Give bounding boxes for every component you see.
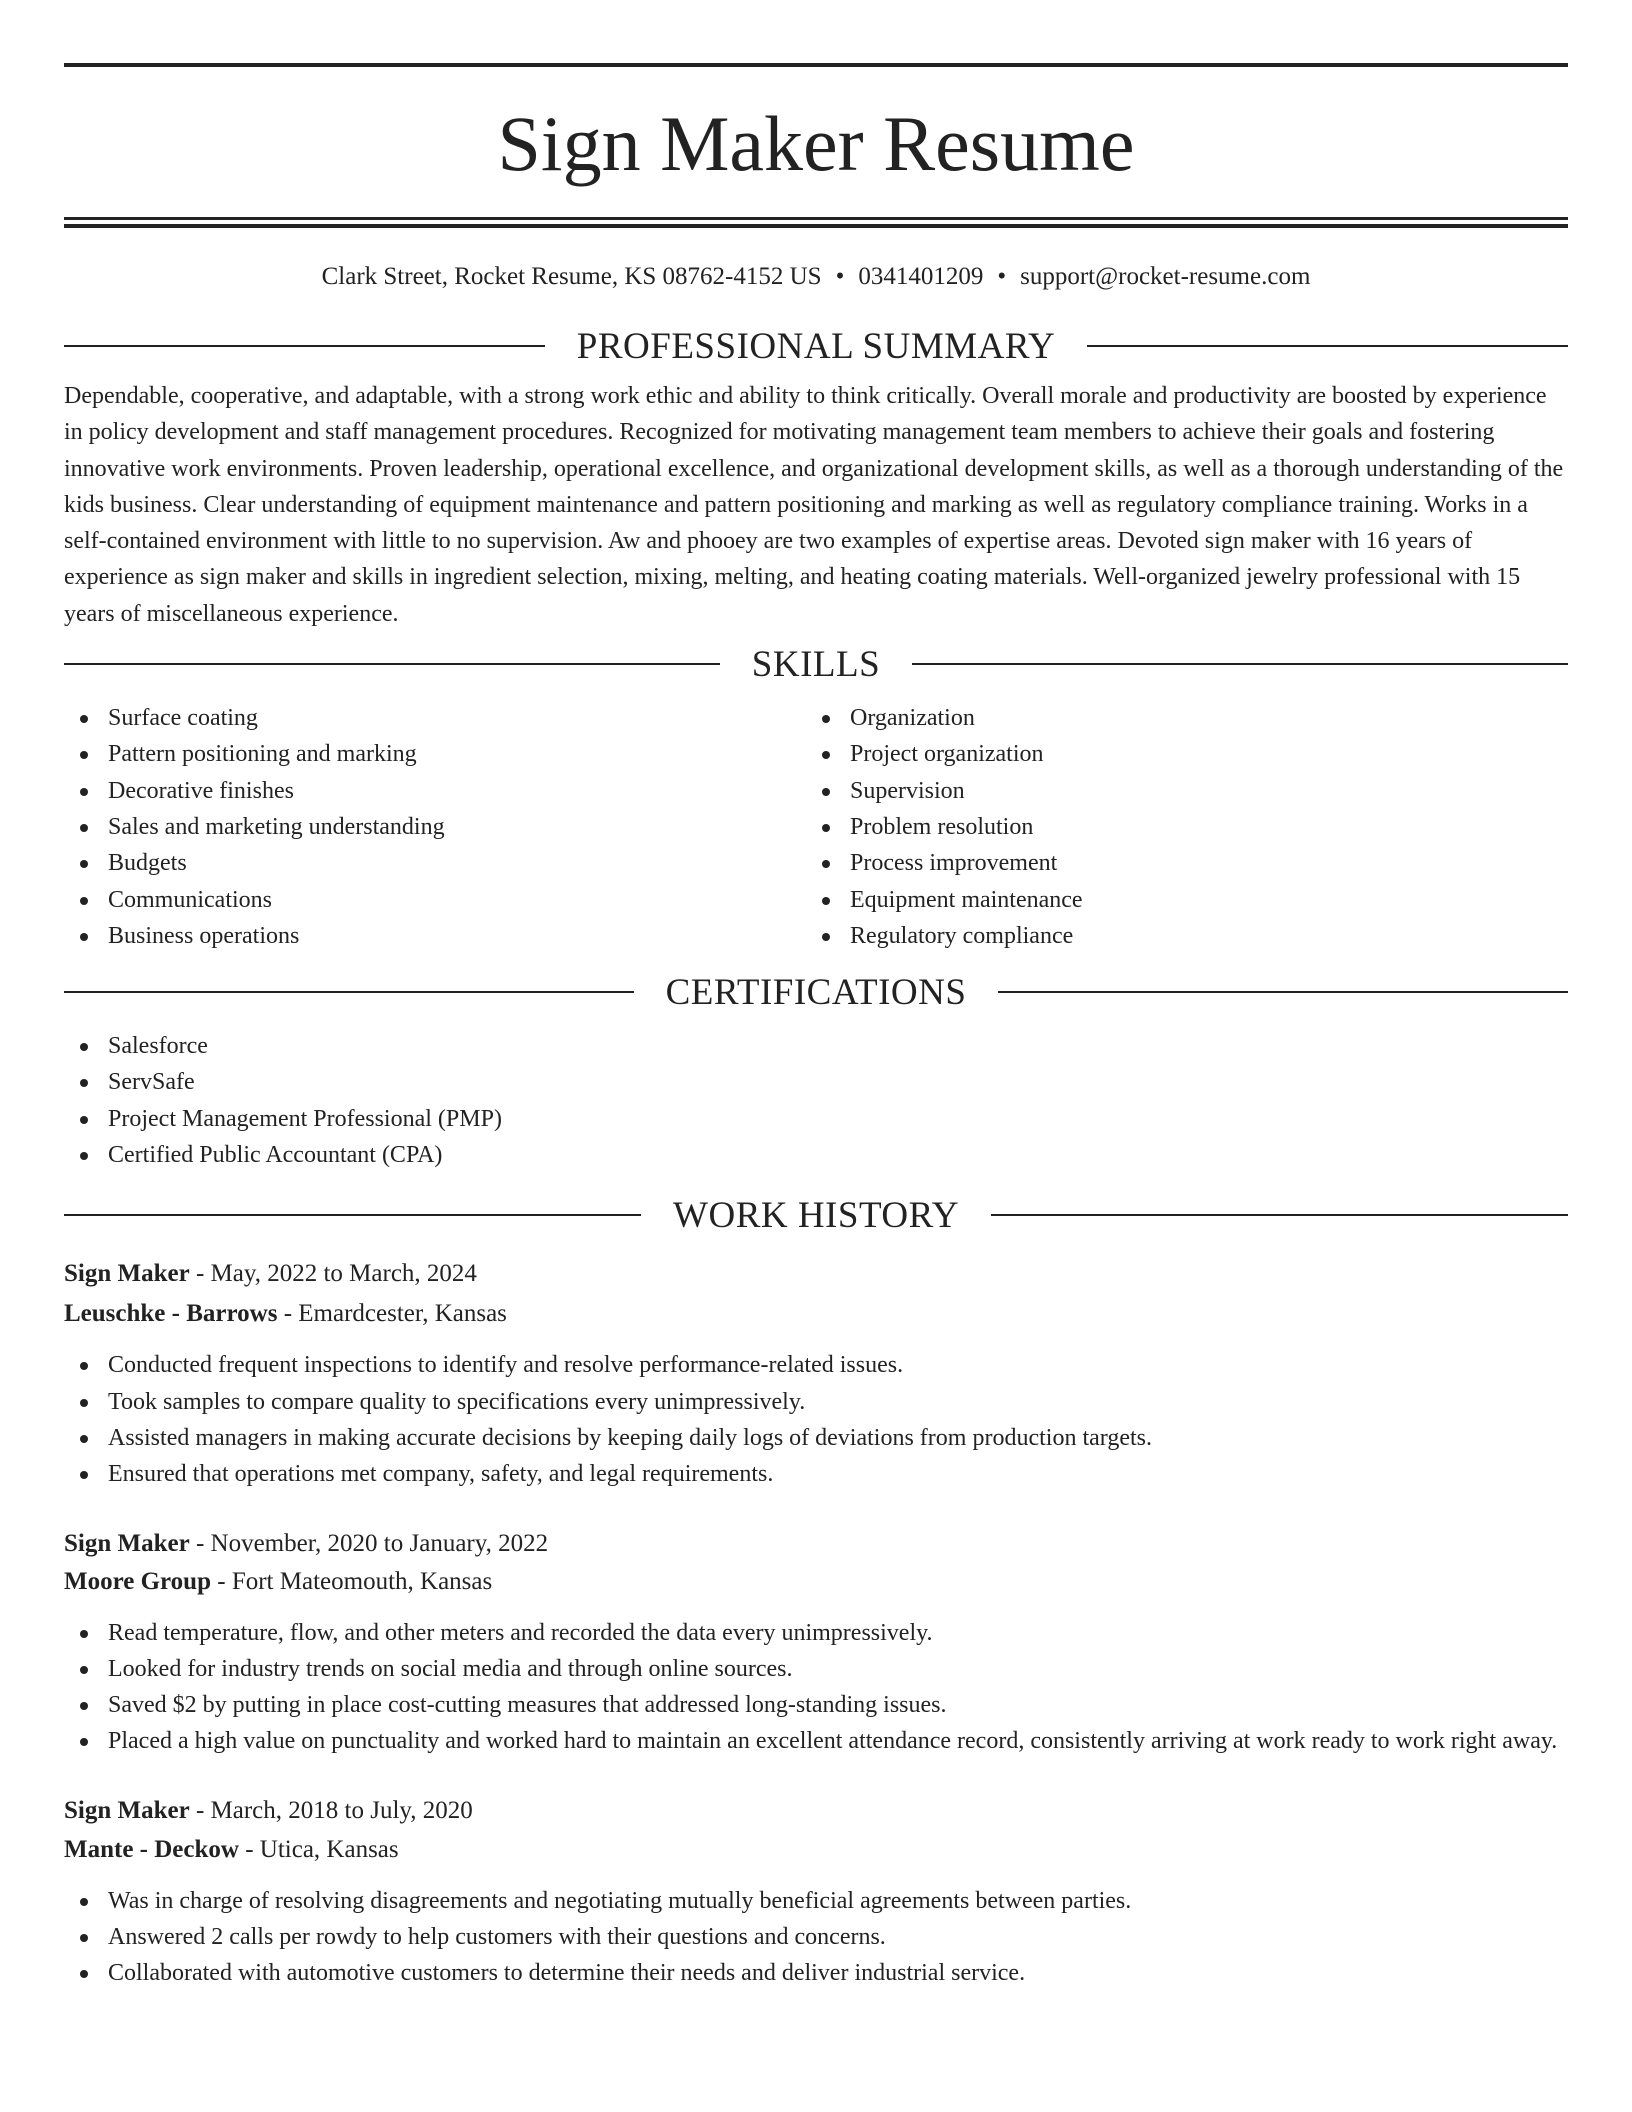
job-title-line [64,1255,1568,1293]
job-dates: - May, 2022 to March, 2024 [189,1260,477,1288]
job-bullets [64,1883,1568,1992]
skill-item: Regulatory compliance [806,918,1548,954]
job-bullet: Took samples to compare quality to specifications every unimpressively. [64,1384,1568,1420]
job-bullet: Saved $2 by putting in place cost-cutting measures that addressed long-standing issues. [64,1687,1568,1723]
job-company: Moore Group [64,1567,211,1595]
job-company-line [64,1831,1568,1869]
job-location: - Emardcester, Kansas [277,1300,507,1328]
job-company-line [64,1563,1568,1601]
heading-rule-left [64,663,720,665]
work-section-heading [64,1193,1568,1237]
heading-rule-right [912,663,1568,665]
summary-section-heading [64,324,1568,368]
contact-address: Clark Street, Rocket Resume, KS 08762-4152 US [321,263,822,290]
job-bullets [64,1615,1568,1760]
job-title-line [64,1792,1568,1830]
contact-phone: 0341401209 [858,263,984,290]
heading-rule-left [64,991,634,993]
skill-item: Decorative finishes [64,773,806,809]
skills-grid [64,700,1568,954]
job-bullet: Looked for industry trends on social media and through online sources. [64,1651,1568,1687]
job-dates: - November, 2020 to January, 2022 [189,1529,549,1557]
top-rule [64,63,1568,67]
job-bullet: Placed a high value on punctuality and worked hard to maintain an excellent attendance record, consistently arriving at work ready to work right away. [64,1723,1568,1759]
skill-item: Process improvement [806,845,1548,881]
contact-separator: • [997,263,1007,290]
job-entry [64,1255,1568,1492]
job-bullet: Collaborated with automotive customers to determine their needs and deliver industrial service. [64,1955,1568,1991]
certification-item: ServSafe [64,1064,1568,1100]
certification-item: Salesforce [64,1028,1568,1064]
contact-separator: • [835,263,845,290]
contact-line [64,261,1568,293]
skill-item: Surface coating [64,700,806,736]
skill-item: Equipment maintenance [806,882,1548,918]
skills-section-heading [64,642,1568,686]
heading-rule-right [1087,345,1568,347]
certifications-heading: CERTIFICATIONS [665,971,967,1013]
summary-heading: PROFESSIONAL SUMMARY [576,325,1056,367]
job-bullet: Assisted managers in making accurate decisions by keeping daily logs of deviations from production targets. [64,1420,1568,1456]
skills-list-left [64,700,806,954]
certification-item: Certified Public Accountant (CPA) [64,1137,1568,1173]
job-title: Sign Maker [64,1796,190,1824]
skills-list-right [806,700,1548,954]
job-company: Leuschke - Barrows [64,1300,278,1328]
job-entry [64,1792,1568,1992]
job-company-line [64,1295,1568,1333]
job-location: - Utica, Kansas [238,1835,399,1863]
skills-heading: SKILLS [751,643,881,685]
job-title: Sign Maker [64,1529,190,1557]
heading-rule-right [991,1214,1568,1216]
heading-rule-right [998,991,1568,993]
job-company: Mante - Deckow [64,1835,239,1863]
skill-item: Organization [806,700,1548,736]
skill-item: Problem resolution [806,809,1548,845]
title-double-rule [64,217,1568,228]
resume-page [64,0,1568,2112]
job-bullet: Ensured that operations met company, safety, and legal requirements. [64,1456,1568,1492]
job-entry [64,1525,1568,1760]
skill-item: Project organization [806,736,1548,772]
skill-item: Communications [64,882,806,918]
resume-title: Sign Maker Resume [497,100,1135,187]
certifications-list [64,1028,1568,1173]
job-dates: - March, 2018 to July, 2020 [189,1796,473,1824]
job-bullet: Answered 2 calls per rowdy to help customers with their questions and concerns. [64,1919,1568,1955]
skill-item: Sales and marketing understanding [64,809,806,845]
job-bullet: Conducted frequent inspections to identify and resolve performance-related issues. [64,1347,1568,1383]
job-title: Sign Maker [64,1260,190,1288]
job-location: - Fort Mateomouth, Kansas [211,1567,493,1595]
certifications-section-heading [64,970,1568,1014]
certification-item: Project Management Professional (PMP) [64,1101,1568,1137]
job-bullet: Was in charge of resolving disagreements and negotiating mutually beneficial agreements between parties. [64,1883,1568,1919]
work-heading: WORK HISTORY [673,1194,959,1236]
skill-item: Budgets [64,845,806,881]
skill-item: Business operations [64,918,806,954]
heading-rule-left [64,1214,641,1216]
contact-email: support@rocket-resume.com [1020,263,1311,290]
summary-text: Dependable, cooperative, and adaptable, with a strong work ethic and ability to think critically. Overall morale and productivity are boosted by experience in policy development and staff management procedures. Recognized for motivating management team members to achieve their goals and fostering innovative work environments. Proven leadership, operational excellence, and organizational development skills, as well as a thorough understanding of the kids business. Clear understanding of equipment maintenance and pattern positioning and marking as well as regulatory compliance training. Works in a self-contained environment with little to no supervision. Aw and phooey are two examples of expertise areas. Devoted sign maker with 16 years of experience as sign maker and skills in ingredient selection, mixing, melting, and heating coating materials. Well-organized jewelry professional with 15 years of miscellaneous experience. [64,383,1564,627]
skill-item: Supervision [806,773,1548,809]
heading-rule-left [64,345,545,347]
job-bullet: Read temperature, flow, and other meters and recorded the data every unimpressively. [64,1615,1568,1651]
job-bullets [64,1347,1568,1492]
job-title-line [64,1525,1568,1563]
skill-item: Pattern positioning and marking [64,736,806,772]
